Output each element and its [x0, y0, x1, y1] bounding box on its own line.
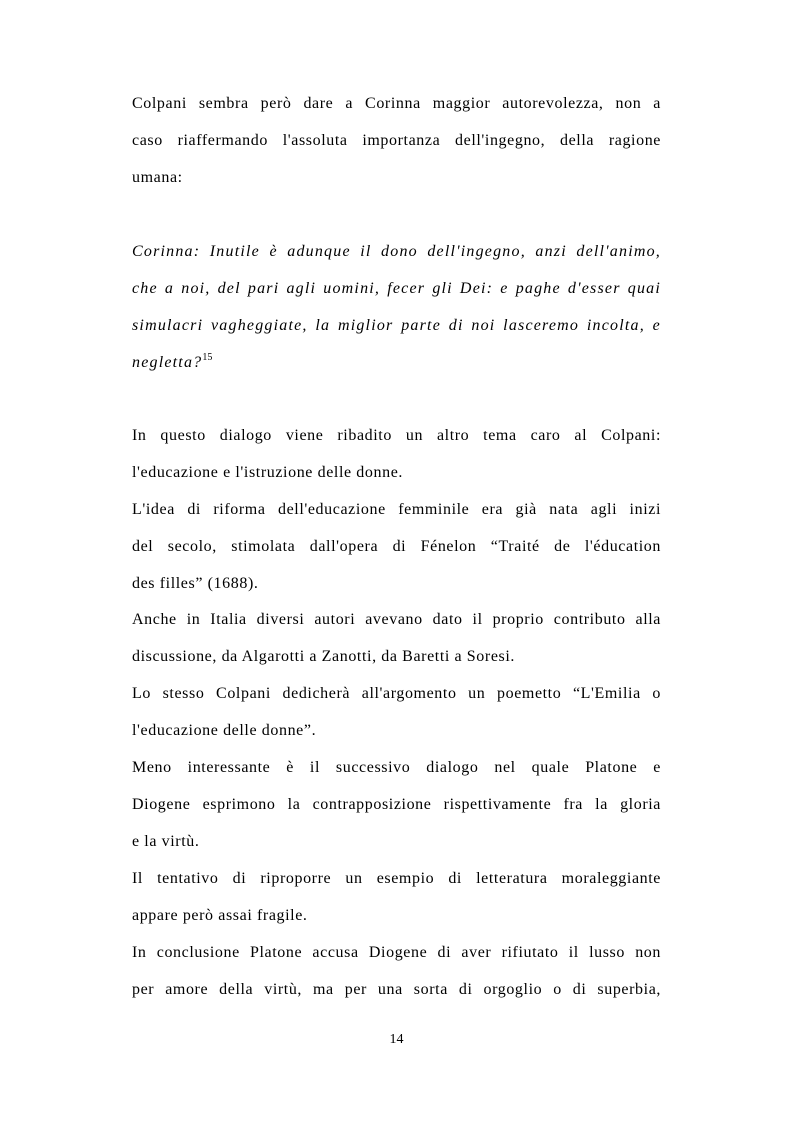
text-line: Meno interessante è il successivo dialogo nel quale Platone e — [132, 759, 661, 776]
text-line: Anche in Italia diversi autori avevano dato il proprio contributo alla — [132, 611, 661, 628]
text-line: appare però assai fragile. — [132, 907, 308, 924]
quote-line — [132, 353, 661, 373]
quote-text: negletta? — [132, 354, 203, 371]
text-line: discussione, da Algarotti a Zanotti, da Baretti a Soresi. — [132, 648, 516, 665]
text-line: Diogene esprimono la contrapposizione rispettivamente fra la gloria — [132, 796, 661, 813]
text-line: per amore della virtù, ma per una sorta di orgoglio o di superbia, — [132, 981, 661, 998]
footnote-marker: 15 — [202, 352, 213, 363]
text-line: L'idea di riforma dell'educazione femminile era già nata agli inizi — [132, 501, 661, 518]
text-line: umana: — [132, 169, 183, 186]
text-line: Lo stesso Colpani dedicherà all'argomento un poemetto “L'Emilia o — [132, 685, 661, 702]
text-line: e la virtù. — [132, 833, 200, 850]
quote-line: Corinna: Inutile è adunque il dono dell'ingegno, anzi dell'animo, — [132, 243, 661, 260]
text-line: l'educazione delle donne”. — [132, 722, 317, 739]
text-line: des filles” (1688). — [132, 575, 259, 592]
text-line: In questo dialogo viene ribadito un altro tema caro al Colpani: — [132, 427, 661, 444]
text-line: Il tentativo di riproporre un esempio di letteratura moraleggiante — [132, 870, 661, 887]
text-line: Colpani sembra però dare a Corinna maggior autorevolezza, non a — [132, 95, 661, 112]
quote-line: simulacri vagheggiate, la miglior parte di noi lasceremo incolta, e — [132, 317, 661, 334]
text-line: del secolo, stimolata dall'opera di Fénelon “Traité de l'éducation — [132, 538, 661, 555]
page-number: 14 — [389, 1032, 404, 1047]
quote-line: che a noi, del pari agli uomini, fecer gli Dei: e paghe d'esser quai — [132, 280, 661, 297]
text-line: l'educazione e l'istruzione delle donne. — [132, 464, 403, 481]
text-line: In conclusione Platone accusa Diogene di aver rifiutato il lusso non — [132, 944, 661, 961]
text-line: caso riaffermando l'assoluta importanza dell'ingegno, della ragione — [132, 132, 661, 149]
